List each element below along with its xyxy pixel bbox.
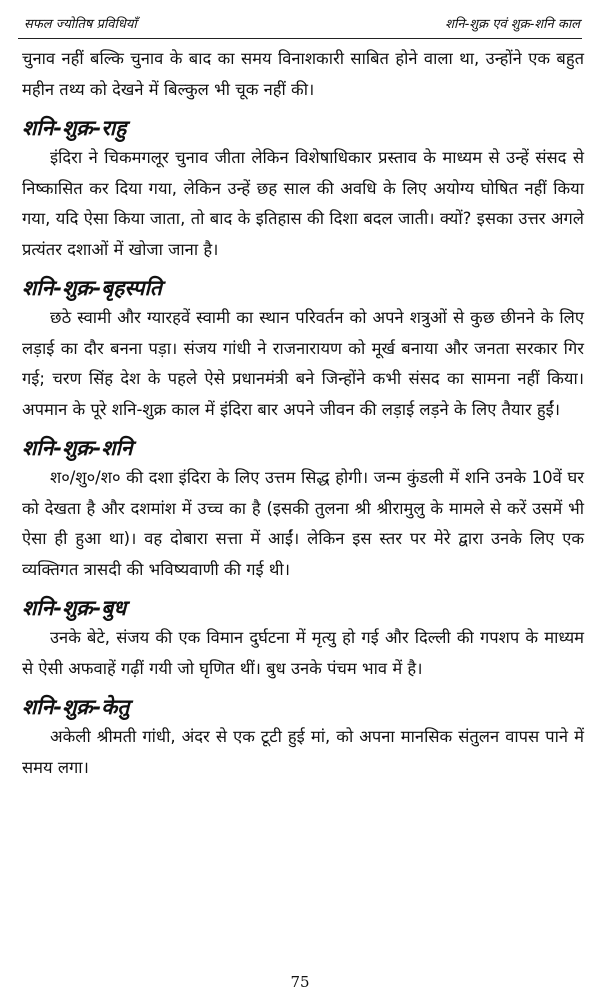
section-sat-ven-ketu	[22, 692, 584, 783]
section-heading: शनि-शुक्र-बृहस्पति	[22, 276, 162, 300]
intro-paragraph: चुनाव नहीं बल्कि चुनाव के बाद का समय विनाशकारी साबित होने वाला था, उन्होंने एक बहुत महीन तथ्य को देखने में बिल्कुल भी चूक नहीं की।	[22, 49, 584, 99]
section-paragraph: छठे स्वामी और ग्यारहवें स्वामी का स्थान परिवर्तन को अपने शत्रुओं से कुछ छीनने के लिए लड़ाई का दौर बनना पड़ा। संजय गांधी ने राजनारायण को मूर्ख बनाया और जनता सरकार गिर गई; चरण सिंह देश के पहले ऐसे प्रधानमंत्री बने जिन्होंने कभी संसद का सामना नहीं किया। अपमान के पूरे शनि-शुक्र काल में इंदिरा बार अपने जीवन की लड़ाई लड़ने के लिए तैयार हुईं।	[22, 308, 584, 419]
section-sat-ven-saturn	[22, 433, 584, 585]
header-rule	[18, 38, 582, 39]
section-sat-ven-jupiter	[22, 273, 584, 425]
section-sat-ven-rahu	[22, 113, 584, 265]
section-paragraph: उनके बेटे, संजय की एक विमान दुर्घटना में मृत्यु हो गई और दिल्ली की गपशप के माध्यम से ऐसी अफवाहें गढ़ीं गयी जो घृणित थीं। बुध उनके पंचम भाव में है।	[22, 628, 584, 678]
section-heading: शनि-शुक्र-शनि	[22, 436, 133, 460]
section-heading: शनि-शुक्र-राहु	[22, 116, 127, 140]
section-paragraph: अकेली श्रीमती गांधी, अंदर से एक टूटी हुई मां, को अपना मानसिक संतुलन वापस पाने में समय लगा।	[22, 727, 584, 777]
book-title: सफल ज्योतिष प्रविधियाँ	[24, 17, 137, 32]
chapter-title: शनि-शुक्र एवं शुक्र-शनि काल	[445, 17, 580, 32]
section-heading: शनि-शुक्र-बुध	[22, 596, 127, 620]
section-paragraph: श०/शु०/श० की दशा इंदिरा के लिए उत्तम सिद्ध होगी। जन्म कुंडली में शनि उनके 10वें घर को देखता है और दशमांश में उच्च का है (इसकी तुलना श्री श्रीरामुलु के मामले से करें उसमें भी ऐसा ही हुआ था)। वह दोबारा सत्ता में आईं। लेकिन इस स्तर पर मेरे द्वारा उनके लिए एक व्यक्तिगत त्रासदी की भविष्यवाणी की गई थी।	[22, 468, 584, 579]
section-heading: शनि-शुक्र-केतु	[22, 695, 130, 719]
section-paragraph: इंदिरा ने चिकमगलूर चुनाव जीता लेकिन विशेषाधिकार प्रस्ताव के माध्यम से उन्हें संसद से निष्कासित कर दिया गया, लेकिन उन्हें छह साल की अवधि के लिए अयोग्य घोषित नहीं किया गया, यदि ऐसा किया जाता, तो बाद के इतिहास की दिशा बदल जाती। क्यों? इसका उत्तर अगले प्रत्यंतर दशाओं में खोजा जाना है।	[22, 148, 584, 259]
page-number: 75	[290, 973, 310, 991]
running-header	[0, 0, 600, 42]
page-body	[22, 44, 584, 783]
section-sat-ven-mercury	[22, 593, 584, 684]
